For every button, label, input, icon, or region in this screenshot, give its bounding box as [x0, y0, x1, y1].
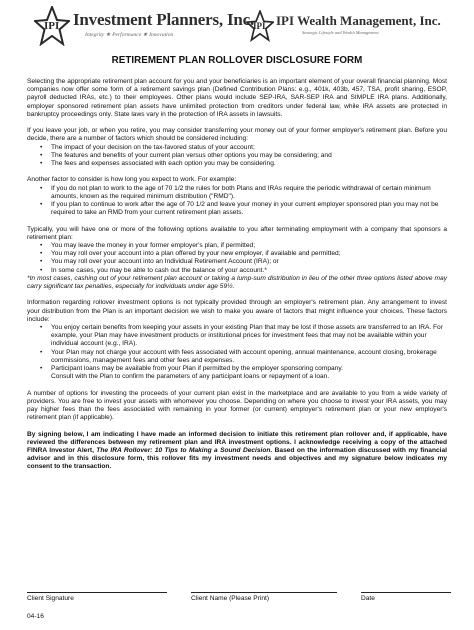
form-version-code: 04-16: [27, 613, 44, 620]
form-title: RETIREMENT PLAN ROLLOVER DISCLOSURE FORM: [111, 55, 363, 66]
company-tagline: Integrity ★ Performance ★ Innovation: [85, 32, 174, 38]
list-item: • The fees and expenses associated with each option you may be considering.: [51, 160, 447, 168]
options-list: [27, 242, 447, 275]
considerations-list: [27, 324, 447, 373]
cash-out-note: *In most cases, cashing out of your retirement plan account or taking a lump-sum distribution in lieu of the other three options listed above may carry significant tax penalties, especially for individuals under age 59½.: [27, 274, 447, 291]
list-item: • If you do not plan to work to the age of 70 1/2 the rules for both Plans and IRAs require the periodic withdrawal of certain minimum amounts, known as the required minimum distribution ("RMD").: [51, 185, 447, 201]
loan-consult-line: Consult with the Plan to confirm the parameters of any participant loans or repayment of a loan.: [51, 373, 330, 381]
list-item: • If you plan to continue to work after the age of 70 1/2 and leave your money in your current employer sponsored plan you may not be required to take an RMD from your current retirement plan assets.: [51, 201, 447, 217]
list-item: • Your Plan may not charge your account with fees associated with account opening, annual maintenance, account closing, brokerage commissions, management fees and other fees and expenses.: [51, 349, 447, 365]
list-item: • The impact of your decision on the tax-favored status of your account;: [51, 144, 447, 152]
rollover-info-paragraph: Information regarding rollover investment options is not typically provided through an employer's retirement plan. Any arrangement to invest your distribution from the Plan is an important decision we wish to make you aware of factors that might influence your choices. These factors include:: [27, 299, 447, 323]
logo-mark: IPI: [253, 21, 266, 31]
acknowledgement-paragraph: [27, 431, 447, 472]
factors-list: [27, 144, 447, 169]
company-name: IPI Wealth Management, Inc.: [276, 13, 441, 28]
list-item: • You may roll over your account into a plan offered by your new employer, if available and permitted;: [51, 250, 447, 258]
date-line[interactable]: Date: [361, 592, 451, 602]
list-item: • You enjoy certain benefits from keeping your assets in your existing Plan that may be lost if those assets are transferred to an IRA. For example, your Plan may have investment products or institutional prices for investment fees that may not be available within your individual account (e.g., IRA).: [51, 324, 447, 349]
intro-paragraph: Selecting the appropriate retirement plan account for you and your beneficiaries is an important element of your overall financial planning. Most companies now offer some form of a retirement savings plan (Defined Contribution Plans: e.g., 401k, 403b, 457, TSA, profit sharing, ESOP, payroll deducted IRAs, etc.) to their employees. Other plans would include SEP-IRA, SAR-SEP IRA and SIMPLE IRA plans. Additionally, employer sponsored retirement plan assets have unlimited protection from creditors under federal law, while IRA assets are protected in bankruptcy proceedings only. State laws vary in the protection of IRA assets in lawsuits.: [27, 78, 447, 118]
work-length-paragraph: Another factor to consider is how long you expect to work. For example:: [27, 176, 237, 184]
company-name: Investment Planners, Inc.: [73, 10, 255, 29]
acknowledgement-text: By signing below, I am indicating I have made an informed decision to initiate this retirement plan rollover and, if applicable, have reviewed the differences between my retirement plan and IRA investment options. I acknowledge receiving a copy of the attached FINRA Investor Alert,: [27, 430, 447, 455]
list-item: • You may roll over your account into an Individual Retirement Account (IRA); or: [51, 258, 447, 266]
star-icon: [246, 10, 274, 42]
logo-mark: IPI: [44, 20, 60, 32]
list-item: • You may leave the money in your former employer's plan, if permitted;: [51, 242, 447, 250]
list-item: • The features and benefits of your current plan versus other options you may be considering; and: [51, 152, 447, 160]
acknowledgement-text: Based on the information discussed with my financial advisor and in this disclosure form, this rollover fits my investment needs and objectives and my signature below indicates my consent to the transaction.: [27, 447, 447, 471]
rmd-list: [27, 185, 447, 218]
client-name-line[interactable]: Client Name (Please Print): [191, 592, 337, 602]
client-signature-line[interactable]: Client Signature: [27, 592, 167, 602]
finra-alert-title: The IRA Rollover: 10 Tips to Making a Sound Decision.: [96, 447, 273, 455]
investment-planners-logo: [34, 6, 254, 46]
options-paragraph: Typically, you will have one or more of the following options available to you after terminating employment with a company that sponsors a retirement plan:: [27, 225, 447, 241]
list-item: • In some cases, you may be able to cash out the balance of your account.*: [51, 267, 447, 275]
leaving-job-paragraph: If you leave your job, or when you retire, you may consider transferring your money out of your former employer's retirement plan. Before you decide, there are a number of factors which should be considered including:: [27, 127, 447, 143]
company-tagline: Strategic Lifestyle and Wealth Management: [302, 30, 379, 35]
list-item: • Participant loans may be available from your Plan if permitted by the employer sponsoring company.: [51, 365, 447, 373]
ipi-wealth-management-logo: [246, 10, 441, 42]
form-body: [27, 78, 447, 472]
signature-block: [27, 592, 447, 612]
providers-paragraph: A number of options for investing the proceeds of your current plan exist in the marketplace and are available to you from a wide variety of providers. You are free to invest your assets with whomever you choose. Depending on where you choose to invest your IRA assets, you may pay higher fees than the fees associated with remaining in your former (or current) employer's retirement plan or your new employer's retirement plan (if applicable).: [27, 389, 447, 422]
star-icon: [34, 6, 70, 46]
letterhead: [0, 0, 474, 52]
